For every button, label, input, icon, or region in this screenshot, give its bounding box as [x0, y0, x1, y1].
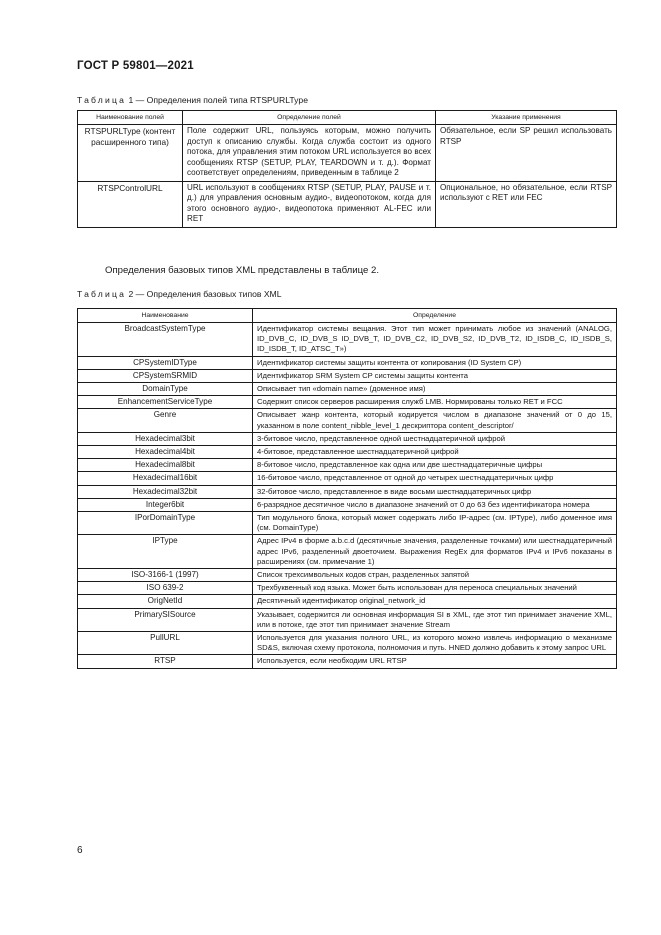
type-definition: 16-битовое число, представленное от одной до четырех шестнадцатеричных цифр	[253, 472, 617, 485]
type-definition: Тип модульного блока, который может содержать либо IP-адрес (см. IPType), либо доменное имя (см. DomainType)	[253, 512, 617, 535]
type-definition: Десятичный идентификатор original_network_id	[253, 595, 617, 608]
field-definition: URL используют в сообщениях RTSP (SETUP, PLAY, PAUSE и т. д.) для управления основным аудио-, видеопотоком, когда для этого основного аудио-, видеопотока применяют AL-FEC или RET	[183, 181, 436, 227]
type-name: BroadcastSystemType	[78, 323, 253, 357]
type-name: Hexadecimal32bit	[78, 485, 253, 498]
table1-caption	[77, 95, 308, 105]
type-name: EnhancementServiceType	[78, 396, 253, 409]
field-name: RTSPURLType (контент расширенного типа)	[78, 125, 183, 182]
table-row	[78, 125, 617, 182]
table1-col-name: Наименование полей	[78, 111, 183, 125]
table-row	[78, 383, 617, 396]
table1-header-row	[78, 111, 617, 125]
type-definition: Описывает тип «domain name» (доменное имя)	[253, 383, 617, 396]
table-row	[78, 472, 617, 485]
table-row	[78, 459, 617, 472]
field-usage: Опциональное, но обязательное, если RTSP используют с RET или FEC	[436, 181, 617, 227]
type-definition: 3-битовое число, представленное одной шестнадцатеричной цифрой	[253, 432, 617, 445]
table-row	[78, 498, 617, 511]
table-row	[78, 446, 617, 459]
type-name: Hexadecimal4bit	[78, 446, 253, 459]
table1	[77, 110, 617, 228]
type-definition: Используется, если необходим URL RTSP	[253, 655, 617, 668]
table1-col-definition: Определение полей	[183, 111, 436, 125]
field-definition: Поле содержит URL, пользуясь которым, можно получить доступ к описанию службы. Когда служба состоит из одного потока, для управления этим потоком URL используется во всех сообщениях RTSP (SETUP, PLAY, TEARDOWN и т. д.). Формат соответствует определениям, приведенным в таблице 2	[183, 125, 436, 182]
type-name: RTSP	[78, 655, 253, 668]
type-name: Hexadecimal8bit	[78, 459, 253, 472]
table2-caption	[77, 289, 282, 299]
table-row	[78, 569, 617, 582]
table2-body	[78, 323, 617, 669]
type-definition: 6-разрядное десятичное число в диапазоне значений от 0 до 63 без идентификатора номера	[253, 498, 617, 511]
type-definition: Идентификатор SRM System CP системы защиты контента	[253, 369, 617, 382]
type-name: IPorDomainType	[78, 512, 253, 535]
type-definition: Список трехсимвольных кодов стран, разделенных запятой	[253, 569, 617, 582]
type-name: Hexadecimal16bit	[78, 472, 253, 485]
type-name: CPSystemSRMID	[78, 369, 253, 382]
type-definition: Идентификатор системы защиты контента от копирования (ID System CP)	[253, 356, 617, 369]
type-definition: 4-битовое, представленное шестнадцатеричной цифрой	[253, 446, 617, 459]
table1-col-usage: Указание применения	[436, 111, 617, 125]
table-row	[78, 369, 617, 382]
table1-caption-text: 1 — Определения полей типа RTSPURLType	[128, 95, 308, 105]
type-name: ISO 639-2	[78, 582, 253, 595]
type-name: PullURL	[78, 632, 253, 655]
type-definition: Содержит список серверов расширения служб LMB. Нормированы только RET и FCC	[253, 396, 617, 409]
type-name: ISO-3166-1 (1997)	[78, 569, 253, 582]
type-name: CPSystemIDType	[78, 356, 253, 369]
table1-caption-label: Таблица	[77, 95, 127, 105]
body-paragraph: Определения базовых типов XML представлены в таблице 2.	[105, 265, 379, 276]
document-header: ГОСТ Р 59801—2021	[77, 60, 194, 72]
table-row	[78, 535, 617, 569]
table-row	[78, 595, 617, 608]
table-row	[78, 409, 617, 432]
table2-caption-text: 2 — Определения базовых типов XML	[128, 289, 282, 299]
type-name: OrigNetId	[78, 595, 253, 608]
type-definition: Адрес IPv4 в форме a.b.c.d (десятичные значения, разделенные точками) или шестнадцатеричный адрес IPv6, разделенный двоеточием. Выражения RegEx для форматов IPv4 и IPv6 показаны в расширениях (см. примечание 1)	[253, 535, 617, 569]
table2-col-name: Наименование	[78, 309, 253, 323]
table-row	[78, 396, 617, 409]
type-name: Hexadecimal3bit	[78, 432, 253, 445]
table-row	[78, 485, 617, 498]
table-row	[78, 608, 617, 631]
field-name: RTSPControlURL	[78, 181, 183, 227]
type-name: IPType	[78, 535, 253, 569]
type-definition: 32-битовое число, представленное в виде восьми шестнадцатеричных цифр	[253, 485, 617, 498]
table2	[77, 308, 617, 669]
table2-caption-label: Таблица	[77, 289, 127, 299]
field-usage: Обязательное, если SP решил использовать RTSP	[436, 125, 617, 182]
type-definition: Указывает, содержится ли основная информация SI в XML, где этот тип принимает значение XML, или в потоке, где этот тип принимает значение Stream	[253, 608, 617, 631]
type-definition: Идентификатор системы вещания. Этот тип может принимать любое из значений (ANALOG, ID_DVB_C, ID_DVB_S ID_DVB_T, ID_DVB_C2, ID_DVB_S2, ID_DVB_T2, ID_ISDB_C, ID_ISDB_S, ID_ISDB_T, ID_ATSC_T»)	[253, 323, 617, 357]
table-row	[78, 632, 617, 655]
type-definition: 8-битовое число, представленное как одна или две шестнадцатеричные цифры	[253, 459, 617, 472]
type-definition: Описывает жанр контента, который кодируется числом в диапазоне значений от 0 до 15, указанном в поле content_nibble_level_1 дескриптора content_descriptor/	[253, 409, 617, 432]
type-definition: Трехбуквенный код языка. Может быть использован для переноса специальных значений	[253, 582, 617, 595]
table-row	[78, 181, 617, 227]
type-definition: Используется для указания полного URL, из которого можно извлечь информацию о механизме SD&S, включая схему протокола, полномочия и путь. HNED должно добавить к этому запрос URL	[253, 632, 617, 655]
table-row	[78, 582, 617, 595]
table-row	[78, 655, 617, 668]
table-row	[78, 432, 617, 445]
table2-header-row	[78, 309, 617, 323]
type-name: Genre	[78, 409, 253, 432]
type-name: PrimarySISource	[78, 608, 253, 631]
table-row	[78, 323, 617, 357]
table-row	[78, 512, 617, 535]
page-number: 6	[77, 845, 83, 856]
table-row	[78, 356, 617, 369]
type-name: Integer6bit	[78, 498, 253, 511]
table2-col-definition: Определение	[253, 309, 617, 323]
type-name: DomainType	[78, 383, 253, 396]
